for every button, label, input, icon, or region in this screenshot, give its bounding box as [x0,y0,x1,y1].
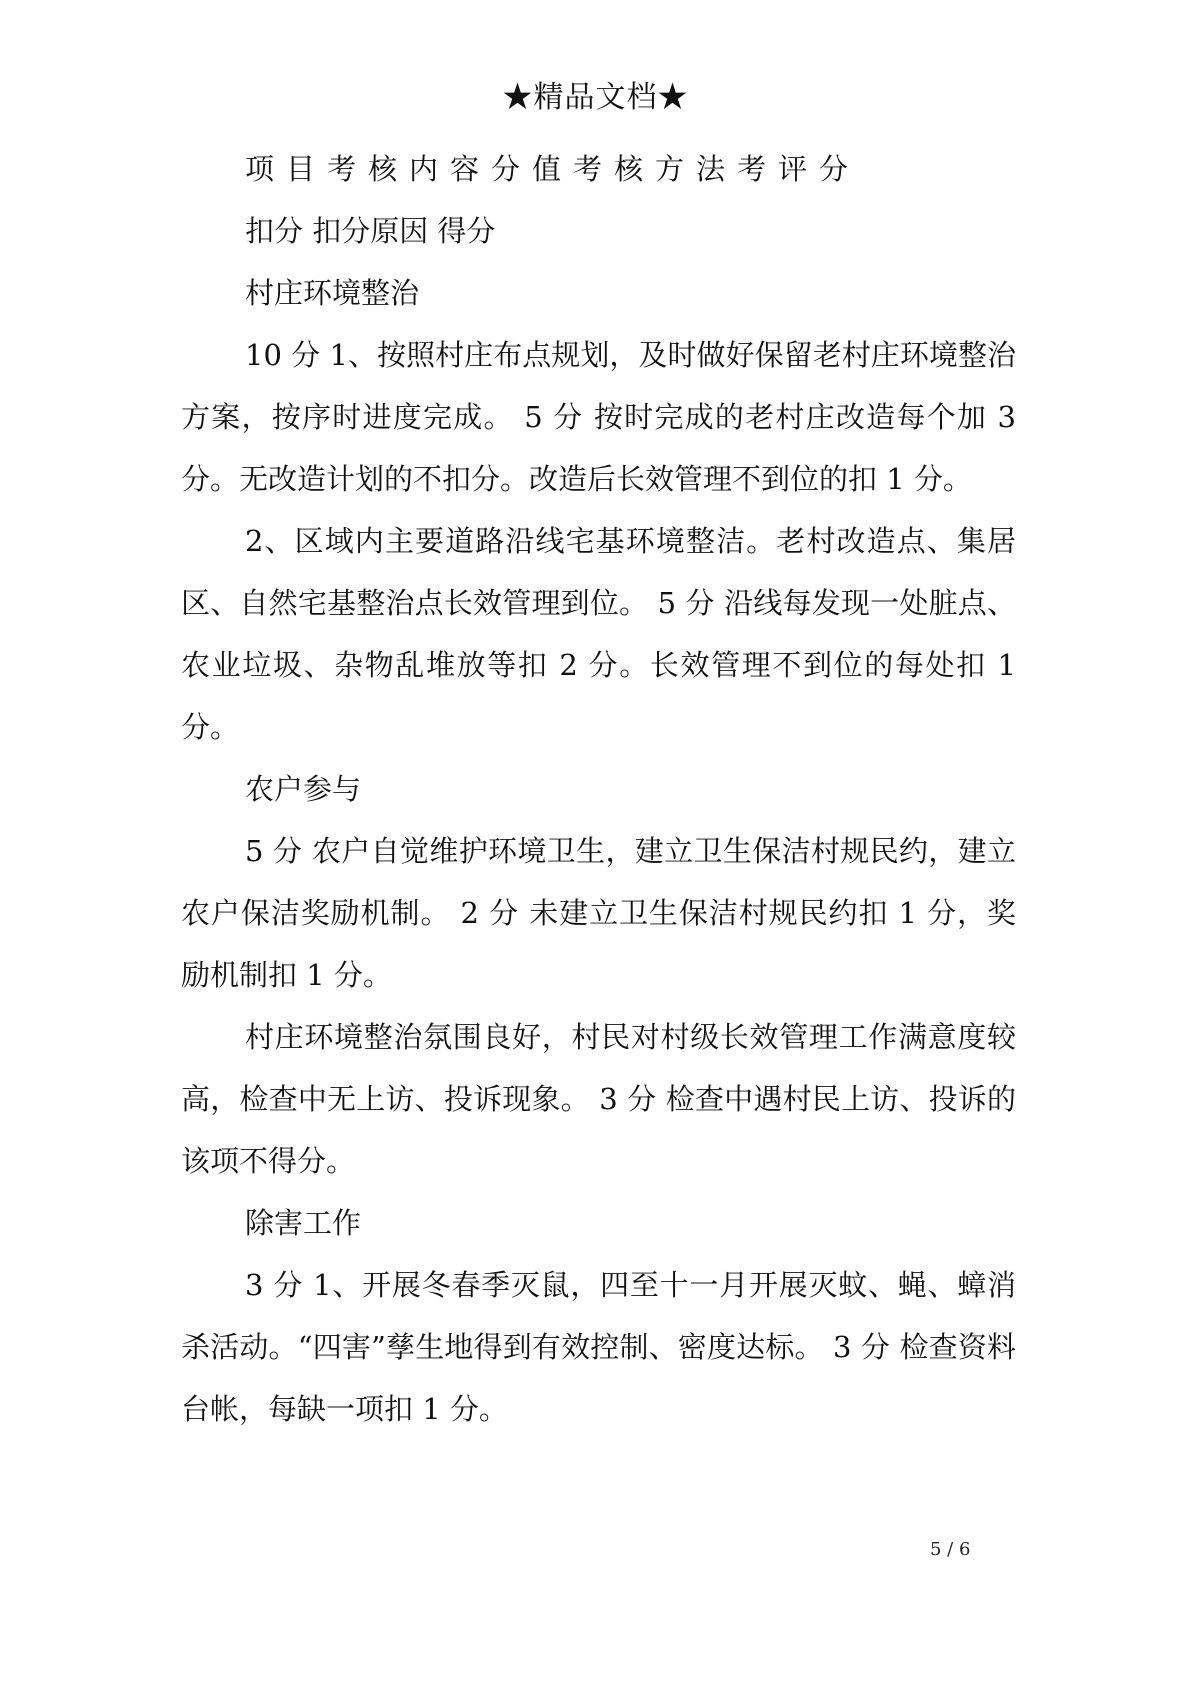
paragraph-household-hygiene: 5 分 农户自觉维护环境卫生，建立卫生保洁村规民约，建立农户保洁奖励机制。 2 分 未建立卫生保洁村规民约扣 1 分，奖励机制扣 1 分。 [181,834,1016,992]
paragraph-village-plan: 10 分 1、按照村庄布点规划，及时做好保留老村庄环境整治方案，按序时进度完成。 5 分 按时完成的老村庄改造每个加 3 分。无改造计划的不扣分。改造后长效管理不到位的扣 1 分。 [181,338,1016,496]
page-number: 5 / 6 [930,1539,971,1560]
table-header-line-2: 扣分 扣分原因 得分 [245,214,496,248]
section-heading-village-environment: 村庄环境整治 [245,276,420,310]
paragraph-road-cleanliness: 2、区域内主要道路沿线宅基环境整洁。老村改造点、集居区、自然宅基整治点长效管理到位。 5 分 沿线每发现一处脏点、农业垃圾、杂物乱堆放等扣 2 分。长效管理不到位的每处扣 1 分。 [181,524,1016,744]
document-body [181,138,1016,1440]
paragraph-atmosphere-satisfaction: 村庄环境整治氛围良好，村民对村级长效管理工作满意度较高，检查中无上访、投诉现象。 3 分 检查中遇村民上访、投诉的该项不得分。 [181,1020,1016,1178]
table-header-line: 项目考核内容分值考核方法考评分 [245,152,861,186]
paragraph-pest-control: 3 分 1、开展冬春季灭鼠，四至十一月开展灭蚊、蝇、蟑消杀活动。“四害”孳生地得到有效控制、密度达标。 3 分 检查资料台帐，每缺一项扣 1 分。 [181,1268,1016,1426]
page-header-title: ★精品文档★ [502,80,689,115]
section-heading-pest-control: 除害工作 [245,1206,362,1240]
section-heading-household-participation: 农户参与 [245,772,362,806]
